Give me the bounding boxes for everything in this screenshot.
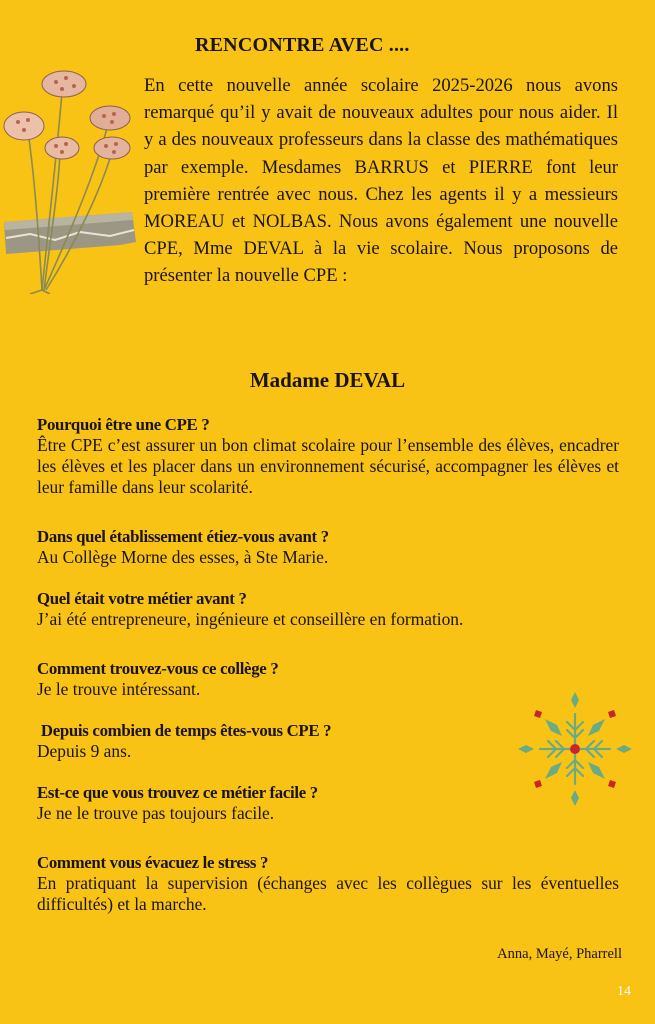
interview-answer: Au Collège Morne des esses, à Ste Marie. bbox=[37, 547, 329, 567]
interview-answer: En pratiquant la supervision (échanges avec les collègues sur les éventuelles difficultés) et la marche. bbox=[37, 873, 619, 914]
article-intro: En cette nouvelle année scolaire 2025-2026 nous avons remarqué qu’il y avait de nouveaux adultes pour nous aider. Il y a des nouveaux professeurs dans la classe des mathématiques par exemple. Mesdames BARRUS et PIERRE font leur première rentrée avec nous. Chez les agents il y a messieurs MOREAU et NOLBAS. Nous avons également une nouvelle CPE, Mme DEVAL à la vie scolaire. Nous proposons de présenter la nouvelle CPE : bbox=[144, 75, 618, 287]
interview-answer: Je le trouve intéressant. bbox=[37, 679, 201, 699]
dried-flowers-illustration bbox=[0, 62, 140, 294]
interview-question: Depuis combien de temps êtes-vous CPE ? bbox=[37, 721, 332, 740]
interview-question: Dans quel établissement étiez-vous avant ? bbox=[37, 527, 329, 546]
interview-question: Pourquoi être une CPE ? bbox=[37, 415, 210, 434]
interview-question: Comment trouvez-vous ce collège ? bbox=[37, 659, 279, 678]
qa-item bbox=[37, 527, 619, 568]
interview-answer: J’ai été entrepreneure, ingénieure et conseillère en formation. bbox=[37, 609, 464, 629]
interview-question: Est-ce que vous trouvez ce métier facile ? bbox=[37, 783, 318, 802]
interview-answer: Je ne le trouve pas toujours facile. bbox=[37, 803, 275, 823]
page-number: 14 bbox=[617, 984, 631, 999]
interview-subject: Madame DEVAL bbox=[249, 368, 406, 392]
interview-question: Quel était votre métier avant ? bbox=[37, 589, 247, 608]
article-authors: Anna, Mayé, Pharrell bbox=[497, 946, 622, 962]
qa-item bbox=[37, 853, 619, 915]
flower-heads bbox=[4, 71, 130, 159]
interview-question: Comment vous évacuez le stress ? bbox=[37, 853, 269, 872]
interview-answer: Être CPE c’est assurer un bon climat scolaire pour l’ensemble des élèves, encadrer les élèves et les placer dans un environnement sécurisé, accompagner les élèves et leur famille dans leur scolarité. bbox=[37, 435, 619, 497]
interview-answer: Depuis 9 ans. bbox=[37, 741, 132, 761]
article-title: RENCONTRE AVEC .... bbox=[195, 34, 410, 56]
snowflake-ornament-icon bbox=[516, 690, 634, 808]
qa-item bbox=[37, 415, 619, 498]
qa-item bbox=[37, 589, 619, 630]
